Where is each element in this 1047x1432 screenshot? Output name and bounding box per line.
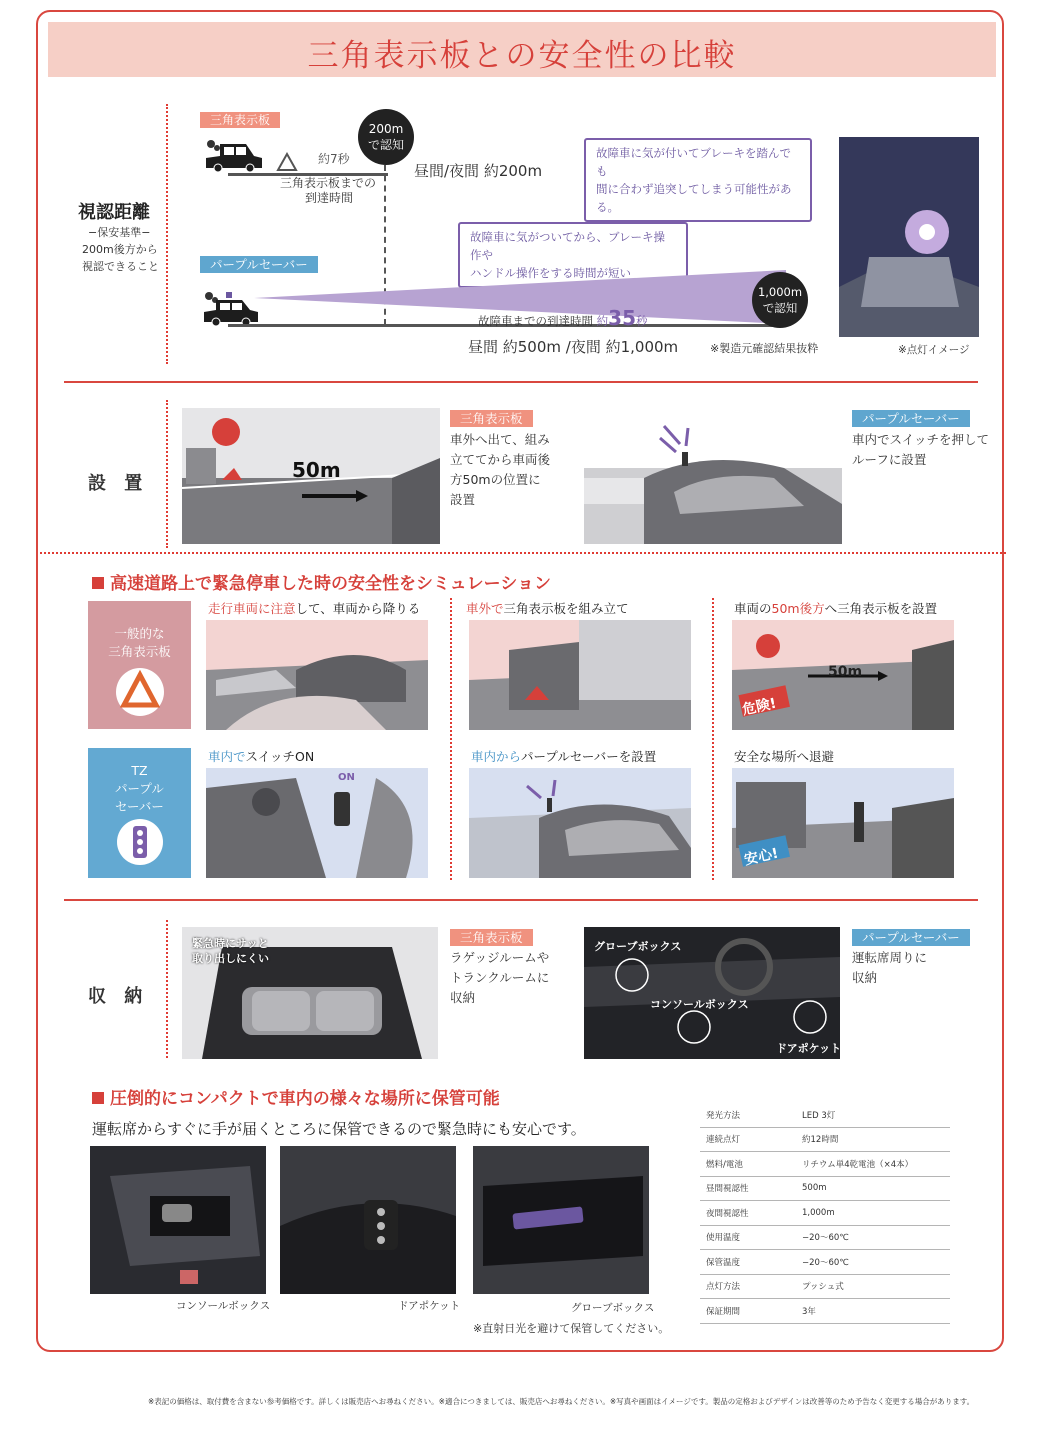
tri-reach1: 三角表示板までの xyxy=(280,176,377,190)
door-caption: ドアポケット xyxy=(398,1300,461,1312)
spec-row xyxy=(700,1176,950,1201)
ps-tag: パープルセーバー xyxy=(200,256,318,273)
row1-label1: 一般的な xyxy=(114,626,165,641)
ps-circle-line2: で認知 xyxy=(762,301,798,315)
spec-value: LED 3灯 xyxy=(796,1103,950,1127)
footer-disclaimer: ※表記の価格は、取付費を含まない参考価格です。詳しくは販売店へお尋ねください。※適合につきましては、販売店へお尋ねください。※写真や画面はイメージです。製品の定格およびデザインは改善等のため予告なく変更する場合があります。 xyxy=(148,1397,975,1406)
spec-value: 500m xyxy=(796,1176,950,1201)
cabin-glove-label: グローブボックス xyxy=(594,940,682,953)
setup-tri-text xyxy=(450,430,550,510)
ps-unit: 秒 xyxy=(636,314,648,328)
cabin-console-label: コンソールボックス xyxy=(650,998,749,1011)
spec-row xyxy=(700,1103,950,1127)
spec-row xyxy=(700,1225,950,1250)
ps-distance: 昼間 約500m /夜間 約1,000m xyxy=(468,338,679,356)
callout2-line1: 故障車に気がついてから、ブレーキ操作や xyxy=(470,230,666,262)
row2-label1: TZ xyxy=(131,763,148,778)
spec-value: 3年 xyxy=(796,1299,950,1324)
storage-note: ※直射日光を避けて保管してください。 xyxy=(473,1322,670,1335)
callout1-line2: 間に合わず追突してしまう可能性がある。 xyxy=(596,182,792,214)
safe-label: 安心! xyxy=(742,845,780,869)
setup-tri-line2: 立ててから車両後 xyxy=(450,452,551,467)
row2-label-box xyxy=(88,748,191,878)
r1c1-rest: して、車両から降りる xyxy=(295,601,421,616)
ps-recognize-circle xyxy=(752,272,808,328)
storage-dots xyxy=(166,920,168,1058)
tri-distance: 昼間/夜間 約200m xyxy=(414,162,543,180)
r1c3-caption xyxy=(734,599,937,617)
r1c1-caption xyxy=(208,599,420,617)
door-pocket-photo xyxy=(280,1146,456,1294)
tri-reach2: 到達時間 xyxy=(305,191,354,205)
setup-ps-tag: パープルセーバー xyxy=(852,410,970,427)
r1c2-caption xyxy=(466,599,629,617)
r1c3-b: へ三角表示板を設置 xyxy=(824,601,938,616)
spec-row xyxy=(700,1299,950,1324)
danger-label: 危険! xyxy=(740,695,778,719)
spec-value: −20〜60℃ xyxy=(796,1250,950,1275)
purple-saver-icon xyxy=(110,818,170,866)
r2c1-blue: 車内で xyxy=(208,749,246,764)
row1-label-box xyxy=(88,601,191,729)
callout1-line1: 故障車に気が付いてブレーキを踏んでも xyxy=(596,146,792,178)
storage-tri-line3: 収納 xyxy=(450,990,476,1005)
callout2-line2: ハンドル操作をする時間が短い xyxy=(470,266,631,280)
r1c1-red: 走行車両に注意 xyxy=(208,601,296,616)
cabin-door-label: ドアポケット xyxy=(776,1042,842,1055)
setup-dots xyxy=(166,400,168,548)
trunk-overlay2: 取り出しにくい xyxy=(192,952,269,965)
storage-label: 収 納 xyxy=(88,986,149,1007)
r1c3-red: 50m後方 xyxy=(771,601,825,616)
sim-50m: 50m xyxy=(828,664,863,680)
sim-col-divider-2 xyxy=(712,598,714,880)
tri-tag: 三角表示板 xyxy=(200,112,280,128)
trunk-overlay xyxy=(192,936,269,966)
storage-tri-line1: ラゲッジルームや xyxy=(450,950,550,965)
night-photo xyxy=(839,137,979,337)
sim-r1c2-image xyxy=(469,620,691,730)
spec-value: −20〜60℃ xyxy=(796,1225,950,1250)
row1-label2: 三角表示板 xyxy=(108,644,171,659)
sim-r1c1-image xyxy=(206,620,428,730)
spec-value: プッシュ式 xyxy=(796,1274,950,1299)
section-divider-dots xyxy=(166,104,168,364)
ps-seconds: 35 xyxy=(608,306,636,330)
tri-circle-line2: で認知 xyxy=(367,138,404,152)
tri-circle-line1: 200m xyxy=(368,122,404,136)
sim-r2c2-image xyxy=(469,768,691,878)
ps-reach xyxy=(478,306,648,330)
setup-tri-line1: 車外へ出て、組み xyxy=(450,432,550,447)
setup-ps-text xyxy=(852,430,989,470)
spec-row xyxy=(700,1201,950,1226)
storage-ps-tag: パープルセーバー xyxy=(852,929,970,946)
compact-title: 圧倒的にコンパクトで車内の様々な場所に保管可能 xyxy=(92,1084,500,1109)
ps-reach-label: 故障車までの到達時間 xyxy=(478,314,593,328)
glovebox-photo xyxy=(473,1146,649,1294)
spec-key: 昼間視認性 xyxy=(700,1176,796,1201)
r2c3-caption: 安全な場所へ退避 xyxy=(734,749,835,764)
storage-tri-tag: 三角表示板 xyxy=(450,929,533,946)
spec-key: 保管温度 xyxy=(700,1250,796,1275)
visibility-note2: 200m後方から xyxy=(82,243,158,256)
r1c3-a: 車両の xyxy=(734,601,772,616)
spec-value: リチウム単4乾電池（×4本） xyxy=(796,1152,950,1177)
setup-ps-line1: 車内でスイッチを押して xyxy=(852,432,990,447)
setup-tri-line3: 方50mの位置に xyxy=(450,472,541,487)
r2c2-rest: パープルセーバーを設置 xyxy=(521,749,657,764)
photo-caption: ※点灯イメージ xyxy=(898,344,970,356)
simulation-title: 高速道路上で緊急停車した時の安全性をシミュレーション xyxy=(92,569,551,594)
visibility-note1: −保安基準− xyxy=(88,226,151,239)
r2c2-blue: 車内から xyxy=(471,749,522,764)
visibility-note3: 視認できること xyxy=(82,260,159,273)
broken-car-icon xyxy=(202,138,264,172)
triangle-sign-icon xyxy=(110,667,170,717)
spec-value: 約12時間 xyxy=(796,1127,950,1152)
storage-ps-line2: 収納 xyxy=(852,970,878,985)
r1c2-rest: 三角表示板を組み立て xyxy=(503,601,629,616)
spec-key: 燃料/電池 xyxy=(700,1152,796,1177)
setup-tri-line4: 設置 xyxy=(450,492,476,507)
spec-row xyxy=(700,1152,950,1177)
spec-row xyxy=(700,1250,950,1275)
storage-tri-text xyxy=(450,948,549,1008)
spec-value: 1,000m xyxy=(796,1201,950,1226)
setup-bottom-dots xyxy=(40,552,1006,554)
on-label: ON xyxy=(338,772,355,783)
storage-ps-line1: 運転席周りに xyxy=(852,950,928,965)
spec-key: 使用温度 xyxy=(700,1225,796,1250)
row2-label3: セーバー xyxy=(115,799,164,814)
r2c1-caption xyxy=(208,747,314,765)
setup-50m: 50m xyxy=(292,458,341,482)
setup-tri-tag: 三角表示板 xyxy=(450,410,533,427)
spec-key: 夜間視認性 xyxy=(700,1201,796,1226)
source-note: ※製造元確認結果抜粋 xyxy=(710,342,819,355)
spec-key: 発光方法 xyxy=(700,1103,796,1127)
tri-time: 約7秒 xyxy=(318,152,350,166)
storage-tri-line2: トランクルームに xyxy=(450,970,550,985)
spec-row xyxy=(700,1127,950,1152)
divider-2 xyxy=(64,899,978,901)
row2-label2: パープル xyxy=(115,781,164,796)
compact-subtitle: 運転席からすぐに手が届くところに保管できるので緊急時にも安心です。 xyxy=(92,1120,586,1138)
divider-1 xyxy=(64,381,978,383)
sim-col-divider-1 xyxy=(450,598,452,880)
warning-triangle-icon xyxy=(276,152,298,172)
trunk-overlay1: 緊急時にサッと xyxy=(192,937,269,950)
spec-row xyxy=(700,1274,950,1299)
r2c1-rest: スイッチON xyxy=(245,749,315,764)
spec-key: 連続点灯 xyxy=(700,1127,796,1152)
visibility-label: 視認距離 xyxy=(78,202,150,223)
ps-circle-line1: 1,000m xyxy=(757,285,803,299)
glovebox-caption: グローブボックス xyxy=(571,1302,655,1314)
ps-approx: 約 xyxy=(596,314,609,328)
console-caption: コンソールボックス xyxy=(176,1300,271,1312)
setup-label: 設 置 xyxy=(88,473,149,494)
callout-brake xyxy=(584,138,812,222)
setup-ps-line2: ルーフに設置 xyxy=(852,452,927,467)
console-photo xyxy=(90,1146,266,1294)
tri-recognize-circle xyxy=(358,109,414,165)
page-title: 三角表示板との安全性の比較 xyxy=(307,38,737,74)
setup-ps-illustration xyxy=(584,408,842,544)
title-band xyxy=(48,22,996,77)
storage-ps-text xyxy=(852,948,927,988)
spec-key: 保証期間 xyxy=(700,1299,796,1324)
spec-table xyxy=(700,1103,950,1324)
r1c2-red: 車外で xyxy=(466,601,504,616)
spec-key: 点灯方法 xyxy=(700,1274,796,1299)
r2c2-caption xyxy=(471,747,656,765)
sim-r2c1-image xyxy=(206,768,428,878)
